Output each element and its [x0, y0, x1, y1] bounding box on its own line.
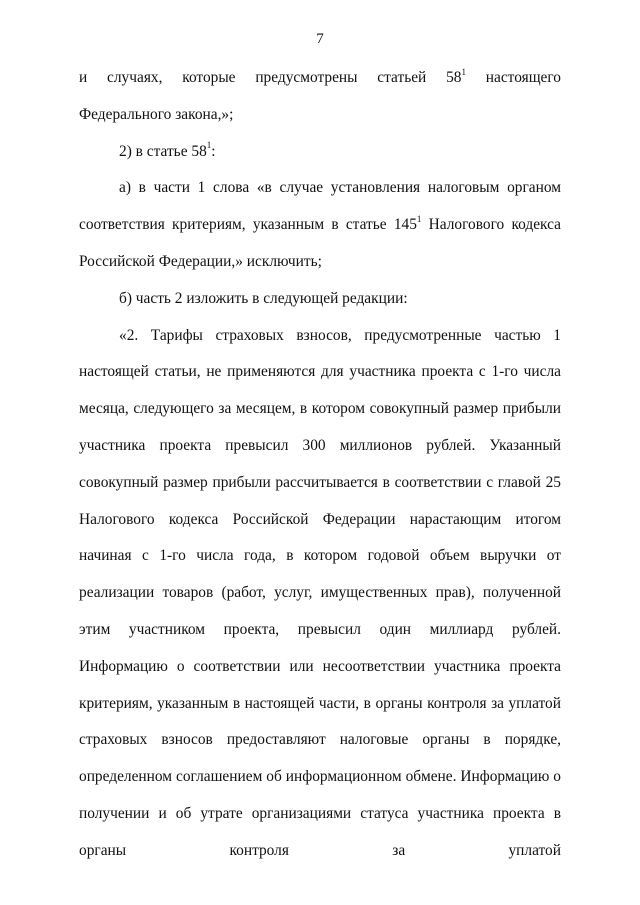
paragraph-article-item	[79, 134, 561, 171]
paragraph-subitem-b: б) часть 2 изложить в следующей редакции:	[119, 289, 408, 307]
paragraph-text: а) в части 1 слова «в случае установления налоговым органом соответствия критериям, указанным в статье 145	[79, 179, 561, 234]
paragraph-text: Налогового кодекса Российской Федерации,» исключить;	[79, 216, 561, 270]
paragraph-text: настоящего Федерального закона,»;	[79, 69, 561, 123]
paragraph-subitem-a	[79, 170, 561, 280]
paragraph-text: :	[211, 142, 216, 160]
superscript: 1	[416, 214, 422, 225]
paragraph-continuation	[79, 60, 561, 134]
document-body	[79, 60, 561, 870]
paragraph-text: и случаях, которые предусмотрены статьей 58	[79, 69, 462, 86]
superscript: 1	[206, 140, 212, 151]
paragraph-quoted-part-2: «2. Тарифы страховых взносов, предусмотренные частью 1 настоящей статьи, не применяются для участника проекта с 1-го числа месяца, следующего за месяцем, в котором совокупный размер прибыли участника проекта превысил 300 миллионов рублей. Указанный совокупный размер прибыли рассчитывается в соответствии с главой 25 Налогового кодекса Российской Федерации нарастающим итогом начиная с 1-го числа года, в котором годовой объем выручки от реализации товаров (работ, услуг, имущественных прав), полученной этим участником проекта, превысил один миллиард рублей. Информацию о соответствии или несоответствии участника проекта критериям, указанным в настоящей части, в органы контроля за уплатой страховых взносов предоставляют налоговые органы в порядке, определенном соглашением об информационном обмене. Информацию о получении и об утрате организациями статуса участника проекта в органы контроля за уплатой	[79, 326, 561, 859]
superscript: 1	[461, 66, 466, 77]
page-number: 7	[316, 31, 324, 47]
paragraph-text: 2) в статье 58	[119, 142, 207, 160]
